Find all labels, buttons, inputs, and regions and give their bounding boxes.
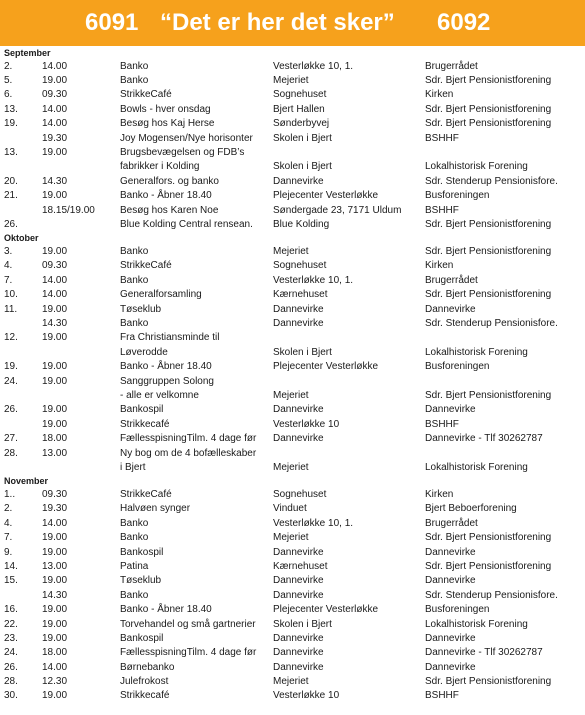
event-place: Vesterløkke 10 [273,418,340,430]
event-row [0,132,585,146]
event-name: StrikkeCafé [120,89,172,101]
event-name: Brugsbevægelsen og FDB’s [120,147,245,159]
event-organizer: Sdr. Bjert Pensionistforening [425,218,552,230]
event-organizer: Dannevirke - Tlf 30262787 [425,433,543,445]
event-name: Banko - Åbner 18.40 [120,361,212,373]
event-row [0,331,585,345]
event-day: 11. [4,303,18,315]
event-row [0,574,585,588]
event-organizer: Sdr. Bjert Pensionistforening [425,246,552,258]
event-name: Bankospil [120,404,164,416]
header-left-number: 6091 [85,9,139,36]
event-organizer: Sdr. Bjert Pensionistforening [425,118,552,130]
event-row [0,259,585,273]
event-organizer: Sdr. Stenderup Pensionisfore. [425,175,558,187]
event-organizer: Kirken [425,260,454,272]
event-organizer: Busforeningen [425,604,490,616]
header-title: “Det er her det sker” [160,9,395,36]
event-row [0,274,585,288]
event-name: FællesspisningTilm. 4 dage før [120,647,257,659]
event-row [0,245,585,259]
event-row [0,303,585,317]
event-place: Skolen i Bjert [273,161,332,173]
event-name: Tøseklub [120,575,162,587]
event-row [0,117,585,131]
event-time: 14.00 [42,60,68,72]
event-day: 22. [4,618,18,630]
event-organizer: Dannevirke [425,661,476,673]
event-organizer: Dannevirke [425,546,476,558]
event-name: Bowls - hver onsdag [120,103,211,115]
event-place: Vesterløkke 10 [273,690,340,702]
event-time: 09.30 [42,89,68,101]
event-name: Sanggruppen Solong [120,375,214,387]
event-organizer: Sdr. Stenderup Pensionisfore. [425,589,558,601]
event-row [0,146,585,160]
event-row [0,461,585,475]
event-day: 26. [4,218,18,230]
event-name: Besøg hos Karen Noe [120,204,219,216]
event-name: Banko [120,517,149,529]
event-time: 12.30 [42,676,68,688]
event-time: 19.00 [42,690,68,702]
event-name: Patina [120,560,149,572]
event-time: 19.00 [42,418,68,430]
event-time: 14.00 [42,517,68,529]
event-organizer: Bjert Beboerforening [425,503,517,515]
event-place: Plejecenter Vesterløkke [273,361,379,373]
event-row [0,360,585,374]
event-organizer: BSHHF [425,690,459,702]
event-organizer: Sdr. Stenderup Pensionisfore. [425,318,558,330]
event-name: Banko [120,246,149,258]
event-organizer: Kirken [425,89,454,101]
event-row [0,560,585,574]
event-day: 24. [4,647,18,659]
event-name: StrikkeCafé [120,260,172,272]
event-row [0,618,585,632]
event-time: 19.00 [42,575,68,587]
event-place: Vesterløkke 10, 1. [273,517,354,529]
event-name: Joy Mogensen/Nye horisonter [120,132,253,144]
event-row [0,375,585,389]
event-place: Dannevirke [273,433,324,445]
event-place: Sønderbyvej [273,118,330,130]
event-row [0,531,585,545]
event-organizer: Lokalhistorisk Forening [425,161,528,173]
event-time: 19.00 [42,604,68,616]
event-day: 26. [4,661,18,673]
event-time: 14.30 [42,318,68,330]
event-row [0,288,585,302]
event-organizer: BSHHF [425,204,459,216]
event-time: 09.30 [42,489,68,500]
event-day: 13. [4,147,18,159]
event-time: 19.00 [42,246,68,258]
event-day: 24. [4,375,18,387]
event-place: Dannevirke [273,404,324,416]
event-row [0,175,585,189]
event-place: Dannevirke [273,589,324,601]
event-time: 19.00 [42,375,68,387]
event-organizer: Dannevirke [425,575,476,587]
event-place: Dannevirke [273,175,324,187]
event-day: 23. [4,632,18,644]
event-organizer: Brugerrådet [425,60,478,72]
event-place: Sognehuset [273,260,327,272]
event-place: Vesterløkke 10, 1. [273,274,354,286]
event-place: Mejeriet [273,389,309,401]
event-row [0,160,585,174]
event-name: - alle er velkomne [120,389,199,401]
event-day: 4. [4,517,13,529]
event-name: Blue Kolding Central rensean. [120,218,253,230]
event-organizer: Sdr. Bjert Pensionistforening [425,103,552,115]
event-place: Dannevirke [273,303,324,315]
event-organizer: Dannevirke [425,303,476,315]
event-organizer: Dannevirke - Tlf 30262787 [425,647,543,659]
event-organizer: Sdr. Bjert Pensionistforening [425,75,552,87]
event-row [0,661,585,675]
event-time: 13.00 [42,447,68,459]
event-day: 15. [4,575,18,587]
event-organizer: Brugerrådet [425,517,478,529]
header-right-number: 6092 [437,9,491,36]
event-time: 14.30 [42,589,68,601]
month-heading: September [4,48,51,58]
event-row [0,517,585,531]
event-time: 19.30 [42,503,68,515]
event-time: 19.00 [42,546,68,558]
event-time: 19.00 [42,190,68,202]
event-time: 19.00 [42,303,68,315]
event-place: Blue Kolding [273,218,330,230]
event-row [0,103,585,117]
event-name: Banko [120,60,149,72]
event-name: Bankospil [120,546,164,558]
event-organizer: Lokalhistorisk Forening [425,618,528,630]
event-day: 10. [4,289,18,301]
event-row [0,488,585,502]
event-name: Besøg hos Kaj Herse [120,118,215,130]
event-name: Fra Christiansminde til [120,332,220,344]
event-time: 13.00 [42,560,68,572]
event-row [0,432,585,446]
event-time: 19.00 [42,618,68,630]
event-name: StrikkeCafé [120,489,172,500]
event-time: 19.00 [42,75,68,87]
event-row [0,60,585,74]
event-day: 19. [4,118,18,130]
event-row [0,546,585,560]
event-organizer: Kirken [425,489,454,500]
event-place: Bjert Hallen [273,103,325,115]
event-organizer: Brugerrådet [425,274,478,286]
event-place: Dannevirke [273,318,324,330]
event-day: 26. [4,404,18,416]
event-time: 14.00 [42,103,68,115]
event-place: Mejeriet [273,532,309,544]
event-row [0,447,585,461]
event-row [0,603,585,617]
event-day: 13. [4,103,18,115]
event-place: Vesterløkke 10, 1. [273,60,354,72]
event-organizer: BSHHF [425,132,459,144]
event-calendar [0,47,585,704]
event-row [0,389,585,403]
event-time: 14.30 [42,175,68,187]
event-row [0,346,585,360]
event-organizer: Sdr. Bjert Pensionistforening [425,676,552,688]
event-organizer: BSHHF [425,418,459,430]
event-name: Banko [120,318,149,330]
event-name: Banko [120,75,149,87]
event-name: Børnebanko [120,661,175,673]
event-day: 6. [4,89,13,101]
event-name: Halvøen synger [120,503,191,515]
event-place: Dannevirke [273,661,324,673]
event-time: 19.00 [42,361,68,373]
event-name: Banko [120,589,149,601]
event-day: 9. [4,546,13,558]
event-organizer: Busforeningen [425,190,490,202]
event-time: 18.00 [42,647,68,659]
event-row [0,675,585,689]
event-name: Bankospil [120,632,164,644]
event-organizer: Sdr. Bjert Pensionistforening [425,389,552,401]
event-name: Julefrokost [120,676,169,688]
event-name: Banko - Åbner 18.40 [120,604,212,616]
event-place: Dannevirke [273,647,324,659]
event-name: FællesspisningTilm. 4 dage før [120,433,257,445]
event-organizer: Sdr. Bjert Pensionistforening [425,289,552,301]
event-time: 19.30 [42,132,68,144]
event-day: 28. [4,447,18,459]
event-name: Banko - Åbner 18.40 [120,190,212,202]
event-row [0,403,585,417]
event-time: 19.00 [42,147,68,159]
event-day: 27. [4,433,18,445]
event-row [0,74,585,88]
event-day: 3. [4,246,13,258]
event-row [0,502,585,516]
event-place: Dannevirke [273,632,324,644]
event-time: 14.00 [42,661,68,673]
event-day: 30. [4,690,18,702]
event-row [0,204,585,218]
event-day: 21. [4,190,18,202]
event-place: Plejecenter Vesterløkke [273,604,379,616]
event-day: 2. [4,60,13,72]
event-name: Generalfors. og banko [120,175,219,187]
event-place: Plejecenter Vesterløkke [273,190,379,202]
header-banner [0,0,585,46]
event-day: 28. [4,676,18,688]
event-time: 19.00 [42,404,68,416]
event-place: Dannevirke [273,546,324,558]
event-time: 14.00 [42,274,68,286]
event-day: 1.. [4,489,16,500]
event-place: Kærnehuset [273,560,328,572]
event-name: Strikkecafé [120,418,170,430]
event-day: 7. [4,532,13,544]
event-row [0,189,585,203]
event-place: Mejeriet [273,676,309,688]
event-row [0,317,585,331]
event-day: 16. [4,604,18,616]
event-time: 19.00 [42,332,68,344]
event-day: 14. [4,560,18,572]
event-organizer: Busforeningen [425,361,490,373]
event-time: 14.00 [42,118,68,130]
event-name: Torvehandel og små gartnerier [120,618,256,630]
event-place: Mejeriet [273,246,309,258]
month-heading: Oktober [4,233,39,244]
event-place: Kærnehuset [273,289,328,301]
event-day: 7. [4,274,13,286]
event-place: Sognehuset [273,89,327,101]
event-day: 4. [4,260,13,272]
event-day: 5. [4,75,13,87]
event-place: Mejeriet [273,75,309,87]
month-heading: November [4,476,49,487]
event-place: Skolen i Bjert [273,346,332,358]
event-name: Tøseklub [120,303,162,315]
event-name: fabrikker i Kolding [120,161,200,173]
event-name: Ny bog om de 4 bofælleskaber [120,447,257,459]
event-place: Søndergade 23, 7171 Uldum [273,204,402,216]
event-day: 2. [4,503,13,515]
event-row [0,218,585,232]
event-place: Skolen i Bjert [273,132,332,144]
event-organizer: Lokalhistorisk Forening [425,461,528,473]
event-day: 12. [4,332,18,344]
event-place: Skolen i Bjert [273,618,332,630]
event-day: 20. [4,175,18,187]
event-organizer: Lokalhistorisk Forening [425,346,528,358]
event-row [0,88,585,102]
event-place: Vinduet [273,503,307,515]
event-row [0,418,585,432]
event-name: Banko [120,274,149,286]
event-place: Dannevirke [273,575,324,587]
event-name: Generalforsamling [120,289,202,301]
event-name: Løverodde [120,346,168,358]
event-place: Mejeriet [273,461,309,473]
event-organizer: Dannevirke [425,632,476,644]
event-time: 09.30 [42,260,68,272]
event-row [0,646,585,660]
event-organizer: Sdr. Bjert Pensionistforening [425,560,552,572]
event-organizer: Sdr. Bjert Pensionistforening [425,532,552,544]
event-place: Sognehuset [273,489,327,500]
event-time: 14.00 [42,289,68,301]
event-day: 19. [4,361,18,373]
event-name: Banko [120,532,149,544]
event-organizer: Dannevirke [425,404,476,416]
event-time: 19.00 [42,532,68,544]
event-row [0,689,585,703]
event-row [0,589,585,603]
event-time: 19.00 [42,632,68,644]
event-row [0,632,585,646]
event-name: Strikkecafé [120,690,170,702]
event-time: 18.00 [42,433,68,445]
event-time: 18.15/19.00 [42,204,95,216]
event-name: i Bjert [120,461,146,473]
